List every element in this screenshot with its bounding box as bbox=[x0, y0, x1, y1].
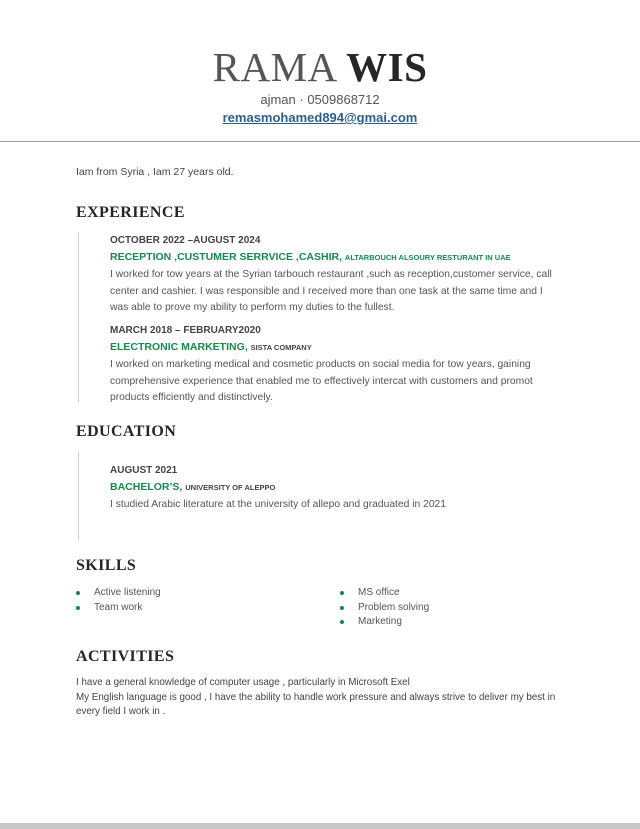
experience-description: I worked on marketing medical and cosmetic products on social media for tow years, gaining comprehensive experience that enabled me to effectively intercat with customers and promot products efficiently and distinctively. bbox=[110, 359, 533, 404]
education-degree-title: BACHELOR’S, bbox=[110, 481, 183, 493]
education-institution: UNIVERSITY OF ALEPPO bbox=[185, 483, 276, 492]
activities-line: I have a general knowledge of computer usage , particularly in Microsoft Exel bbox=[76, 677, 410, 688]
skill-label: Team work bbox=[94, 601, 143, 613]
experience-date: OCTOBER 2022 –AUGUST 2024 bbox=[110, 235, 261, 246]
skill-label: MS office bbox=[358, 587, 400, 598]
bullet-icon bbox=[340, 591, 344, 595]
education-entry bbox=[110, 465, 560, 514]
skill-item bbox=[340, 615, 429, 630]
email-link[interactable]: remasmohamed894@gmai.com bbox=[222, 110, 418, 125]
skills-heading: SKILLS bbox=[76, 557, 137, 574]
education-date: AUGUST 2021 bbox=[110, 465, 178, 476]
education-description: I studied Arabic literature at the university of allepo and graduated in 2021 bbox=[110, 499, 447, 510]
experience-entry bbox=[110, 235, 560, 317]
bullet-icon bbox=[76, 591, 80, 595]
experience-org: ALTARBOUCH ALSOURY RESTURANT IN UAE bbox=[344, 253, 511, 262]
header-divider bbox=[0, 141, 640, 142]
activities-text bbox=[76, 676, 566, 720]
skill-item bbox=[76, 601, 161, 616]
experience-entry bbox=[110, 325, 560, 407]
education-timeline-line bbox=[78, 452, 79, 540]
education-heading: EDUCATION bbox=[76, 423, 177, 440]
summary-text: Iam from Syria , Iam 27 years old. bbox=[76, 166, 234, 178]
skill-item bbox=[76, 586, 161, 601]
page-bottom-edge bbox=[0, 823, 640, 829]
first-name: RAMA bbox=[212, 44, 336, 90]
bullet-icon bbox=[340, 606, 344, 610]
experience-role bbox=[110, 341, 560, 354]
skill-label: Problem solving bbox=[358, 601, 430, 613]
candidate-name bbox=[0, 44, 640, 90]
skill-label: Active listening bbox=[94, 587, 161, 598]
bullet-icon bbox=[76, 606, 80, 610]
experience-date: MARCH 2018 – FEBRUARY2020 bbox=[110, 325, 261, 336]
education-degree bbox=[110, 481, 560, 494]
experience-org: SISTA COMPANY bbox=[250, 343, 312, 352]
experience-heading: EXPERIENCE bbox=[76, 204, 185, 221]
skills-list-left bbox=[76, 586, 161, 615]
skill-item bbox=[340, 601, 429, 616]
experience-role bbox=[110, 251, 560, 264]
experience-role-title: RECEPTION ,CUSTUMER SERRVICE ,CASHIR, bbox=[110, 251, 342, 263]
contact-line: ajman · 0509868712 bbox=[260, 92, 380, 107]
experience-timeline-line bbox=[78, 232, 79, 402]
skills-list-right bbox=[340, 586, 429, 630]
last-name: WIS bbox=[346, 44, 428, 90]
experience-role-title: ELECTRONIC MARKETING, bbox=[110, 341, 248, 353]
skill-label: Marketing bbox=[358, 616, 402, 628]
activities-heading: ACTIVITIES bbox=[76, 648, 175, 665]
experience-description: I worked for tow years at the Syrian tarbouch restaurant ,such as reception,customer service, call center and cashier. I was responsible and I received more than one task at the same time and I was able to prove my ability to perform my duties to the fullest. bbox=[110, 269, 552, 314]
bullet-icon bbox=[340, 620, 344, 624]
skill-item bbox=[340, 586, 429, 601]
activities-line: My English language is good , I have the ability to handle work pressure and always strive to deliver my best in every field I work in . bbox=[76, 691, 556, 717]
